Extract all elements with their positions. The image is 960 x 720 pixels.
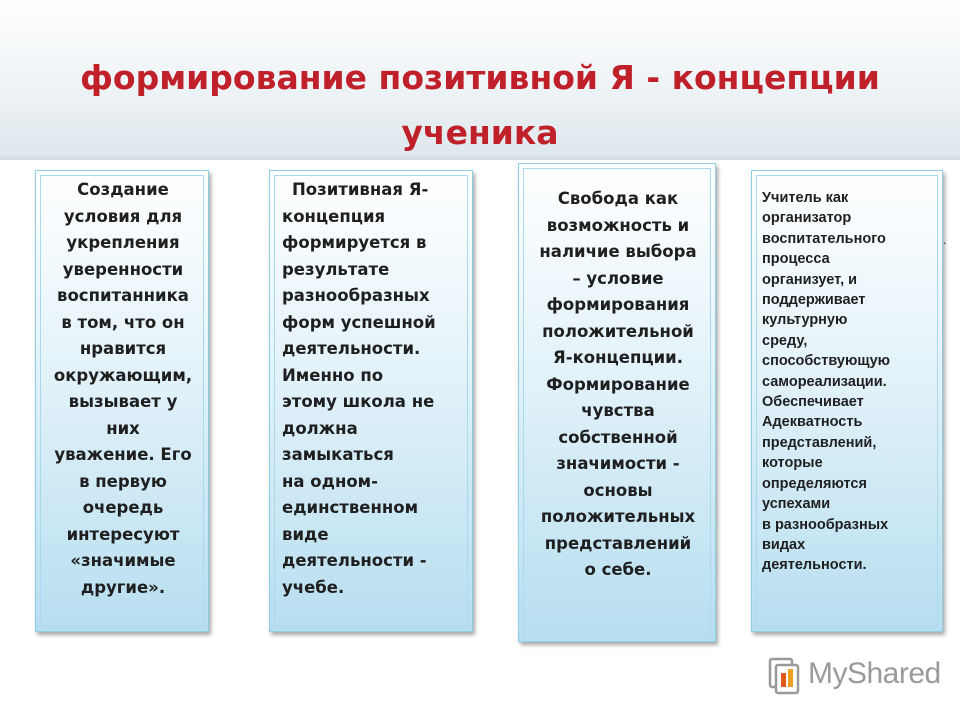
card-line: в том, что он bbox=[61, 312, 185, 332]
card-line: возможность и bbox=[546, 215, 690, 235]
card-line: воспитанника bbox=[57, 286, 189, 305]
card-line: вызывает у bbox=[68, 392, 178, 411]
card-line: единственном bbox=[282, 498, 419, 517]
card-line: окружающим, bbox=[53, 365, 193, 385]
card-line: Свобода как bbox=[557, 189, 679, 208]
card-line: видах bbox=[762, 536, 806, 553]
card-line: них bbox=[106, 418, 140, 438]
card-line: разнообразных bbox=[282, 286, 430, 305]
card-line: на одном- bbox=[282, 471, 379, 491]
card-line: замыкаться bbox=[282, 445, 394, 464]
card-text bbox=[762, 188, 936, 576]
card-line: результате bbox=[282, 259, 390, 279]
card-line: форм успешной bbox=[282, 312, 436, 332]
card-line: Учитель как bbox=[762, 190, 849, 206]
card-freedom bbox=[518, 163, 716, 642]
card-line: формирования bbox=[546, 295, 690, 314]
card-line: положительной bbox=[542, 321, 694, 341]
card-line: собственной bbox=[558, 427, 678, 447]
card-line: основы bbox=[583, 480, 653, 500]
card-text bbox=[44, 177, 202, 601]
card-line: уверенности bbox=[62, 259, 184, 279]
card-line: условия для bbox=[63, 206, 183, 226]
stray-dot: . bbox=[943, 232, 947, 247]
card-line: укрепления bbox=[66, 233, 180, 252]
card-line: представлений bbox=[544, 533, 692, 553]
card-line: должна bbox=[282, 418, 358, 438]
card-positive-concept bbox=[269, 170, 473, 632]
card-line: в разнообразных bbox=[762, 516, 889, 533]
card-line: о себе. bbox=[584, 560, 652, 579]
card-line: среду, bbox=[762, 332, 808, 349]
card-line: успехами bbox=[762, 496, 831, 513]
card-line: нравится bbox=[79, 339, 167, 358]
card-line: культурную bbox=[762, 312, 848, 329]
watermark-logo bbox=[768, 655, 941, 695]
title-line-2: ученика bbox=[401, 113, 559, 152]
card-line: поддерживает bbox=[762, 292, 866, 309]
card-line: интересуют bbox=[66, 524, 180, 544]
card-line: способствующую bbox=[762, 353, 891, 370]
card-line: этому школа не bbox=[282, 392, 435, 411]
card-line: значимости - bbox=[556, 454, 680, 473]
card-line: чувства bbox=[581, 401, 655, 420]
card-line: самореализации. bbox=[762, 373, 887, 390]
myshared-logo-icon bbox=[768, 655, 804, 695]
card-line: Позитивная Я- bbox=[292, 180, 429, 199]
card-line: Я-концепции. bbox=[553, 348, 683, 367]
card-line: организатор bbox=[762, 210, 852, 227]
card-line: очередь bbox=[82, 498, 164, 517]
title-line-1: формирование позитивной Я - концепции bbox=[80, 58, 880, 97]
card-line: – условие bbox=[572, 268, 664, 288]
card-line: представлений, bbox=[762, 434, 877, 451]
card-line: «значимые bbox=[70, 551, 176, 570]
card-line: формируется в bbox=[282, 233, 427, 252]
card-line: в первую bbox=[79, 471, 167, 491]
card-line: воспитательного bbox=[762, 230, 886, 247]
card-line: наличие выбора bbox=[539, 242, 697, 261]
page-title bbox=[40, 50, 920, 160]
card-line: деятельности. bbox=[282, 339, 421, 358]
card-line: Адекватность bbox=[762, 414, 863, 431]
card-line: виде bbox=[282, 524, 329, 544]
card-line: концепция bbox=[282, 206, 386, 226]
card-line: деятельности - bbox=[282, 551, 427, 570]
card-line: процесса bbox=[762, 251, 830, 268]
card-condition bbox=[35, 170, 209, 632]
card-line: деятельности. bbox=[762, 557, 867, 574]
card-line: Формирование bbox=[546, 374, 690, 394]
card-line: определяются bbox=[762, 475, 867, 492]
card-text bbox=[282, 177, 466, 601]
card-teacher bbox=[751, 170, 943, 632]
card-line: которые bbox=[762, 455, 823, 472]
card-line: Обеспечивает bbox=[762, 394, 864, 411]
card-text bbox=[527, 186, 709, 584]
card-line: учебе. bbox=[282, 577, 345, 597]
card-line: Именно по bbox=[282, 365, 384, 385]
card-line: Создание bbox=[77, 180, 169, 199]
card-line: другие». bbox=[80, 577, 166, 597]
watermark-text: MyShared bbox=[808, 657, 941, 690]
card-line: уважение. Его bbox=[54, 445, 192, 464]
card-line: организует, и bbox=[762, 271, 858, 288]
card-line: положительных bbox=[540, 507, 696, 526]
